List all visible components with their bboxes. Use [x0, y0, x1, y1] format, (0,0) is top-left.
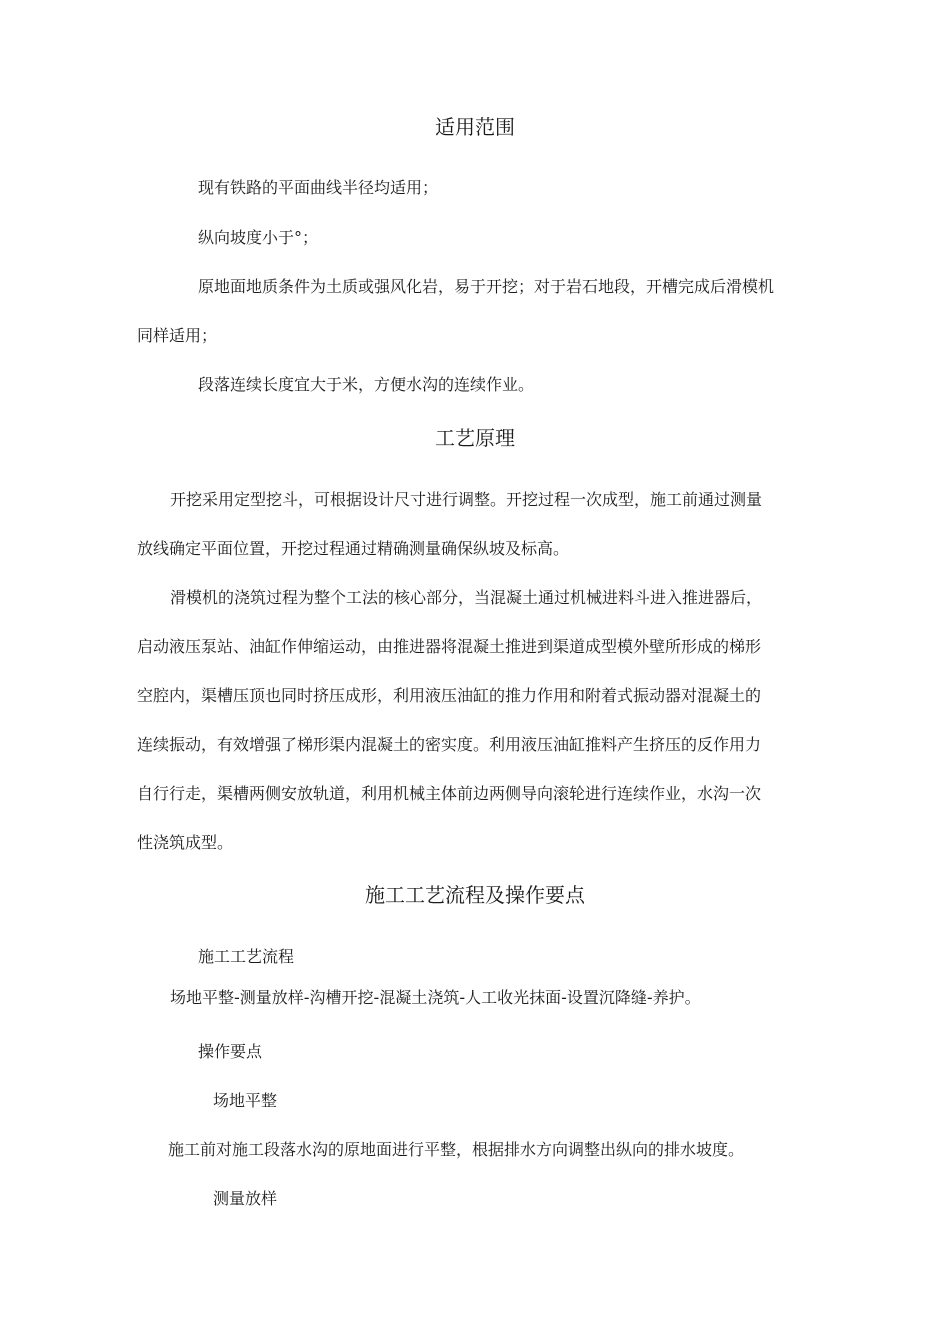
scope-paragraph-3-line-2: 同样适用； — [137, 326, 218, 345]
site-leveling-heading: 场地平整 — [213, 1091, 278, 1110]
operations-heading: 操作要点 — [198, 1042, 263, 1061]
site-leveling-text: 施工前对施工段落水沟的原地面进行平整，根据排水方向调整出纵向的排水坡度。 — [168, 1140, 745, 1159]
principle-paragraph-2-line-3: 空腔内，渠槽压顶也同时挤压成形，利用液压油缸的推力作用和附着式振动器对混凝土的 — [137, 686, 762, 705]
principle-paragraph-2-line-4: 连续振动，有效增强了梯形渠内混凝土的密实度。利用液压油缸推料产生挤压的反作用力 — [137, 735, 762, 754]
principle-paragraph-1-line-2: 放线确定平面位置，开挖过程通过精确测量确保纵坡及标高。 — [137, 539, 570, 558]
principle-paragraph-2-line-5: 自行行走，渠槽两侧安放轨道，利用机械主体前边两侧导向滚轮进行连续作业，水沟一次 — [137, 784, 762, 803]
process-flow-text: 场地平整-测量放样-沟槽开挖-混凝土浇筑-人工收光抹面-设置沉降缝-养护。 — [170, 988, 701, 1007]
principle-paragraph-2-line-6: 性浇筑成型。 — [137, 833, 234, 852]
process-flow-heading: 施工工艺流程 — [198, 947, 295, 966]
scope-paragraph-2: 纵向坡度小于°； — [198, 228, 319, 247]
scope-paragraph-3-line-1: 原地面地质条件为土质或强风化岩，易于开挖；对于岩石地段，开槽完成后滑模机 — [198, 277, 775, 296]
section-title-principle: 工艺原理 — [435, 426, 515, 450]
scope-paragraph-4: 段落连续长度宜大于米，方便水沟的连续作业。 — [198, 375, 535, 394]
section-title-scope: 适用范围 — [435, 115, 515, 139]
principle-paragraph-1-line-1: 开挖采用定型挖斗，可根据设计尺寸进行调整。开挖过程一次成型，施工前通过测量 — [170, 490, 763, 509]
principle-paragraph-2-line-2: 启动液压泵站、油缸作伸缩运动，由推进器将混凝土推进到渠道成型模外壁所形成的梯形 — [137, 637, 762, 656]
scope-paragraph-1: 现有铁路的平面曲线半径均适用； — [198, 178, 439, 197]
survey-heading: 测量放样 — [213, 1189, 278, 1208]
principle-paragraph-2-line-1: 滑模机的浇筑过程为整个工法的核心部分，当混凝土通过机械进料斗进入推进器后， — [170, 588, 763, 607]
section-title-process: 施工工艺流程及操作要点 — [365, 883, 585, 907]
